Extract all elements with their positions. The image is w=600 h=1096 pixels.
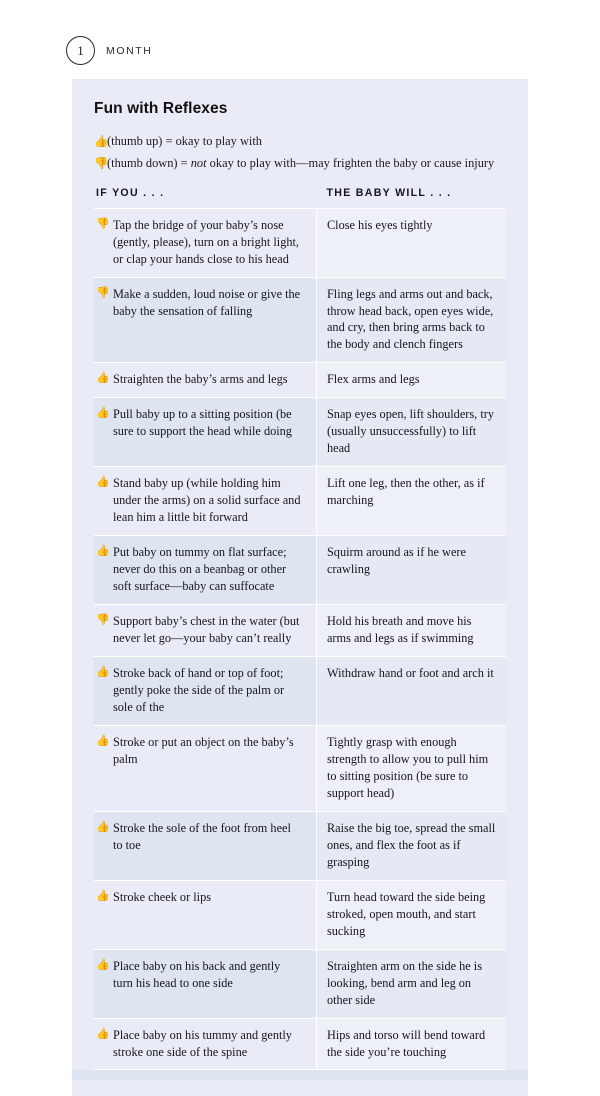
if-you-text: Pull baby up to a sitting position (be sure to support the head while doing xyxy=(113,407,292,439)
thumbs-down-icon: 👎 xyxy=(94,157,109,170)
if-you-text: Place baby on his back and gently turn his head to one side xyxy=(113,958,281,990)
cell-baby-will: Fling legs and arms out and back, throw head back, open eyes wide, and cry, then bring arms back to the body and clench fingers xyxy=(316,277,506,363)
if-you-text: Tap the bridge of your baby’s nose (gently, please), turn on a bright light, or clap your hands close to his head xyxy=(113,217,300,266)
cell-baby-will: Hold his breath and move his arms and legs as if swimming xyxy=(316,605,506,657)
if-you-text: Support baby’s chest in the water (but never let go—your baby can’t really xyxy=(113,614,300,646)
legend-text-down-before: (thumb down) = xyxy=(107,155,191,170)
cell-if-you xyxy=(94,949,316,1018)
if-you-text: Straighten the baby’s arms and legs xyxy=(113,372,288,387)
cell-baby-will: Straighten arm on the side he is looking, bend arm and leg on other side xyxy=(316,949,506,1018)
cell-baby-will: Squirm around as if he were crawling xyxy=(316,536,506,605)
thumbs-down-icon: 👎 xyxy=(96,614,110,627)
cell-if-you xyxy=(94,880,316,949)
cell-baby-will: Tightly grasp with enough strength to allow you to pull him to sitting position (be sure to support head) xyxy=(316,725,506,811)
thumbs-up-icon: 👍 xyxy=(96,476,110,489)
table-row xyxy=(94,605,506,657)
table-header-row xyxy=(94,187,506,209)
legend-row-thumbs-up xyxy=(94,132,506,152)
cell-baby-will: Raise the big toe, spread the small ones, and flex the foot as if grasping xyxy=(316,811,506,880)
table-row xyxy=(94,811,506,880)
legend-row-thumbs-down xyxy=(94,154,506,174)
cell-baby-will: Close his eyes tightly xyxy=(316,208,506,277)
thumbs-up-icon: 👍 xyxy=(96,734,110,747)
thumbs-up-icon: 👍 xyxy=(96,958,110,971)
legend xyxy=(94,132,506,174)
thumbs-up-icon: 👍 xyxy=(96,666,110,679)
thumbs-down-icon: 👎 xyxy=(96,286,110,299)
cell-if-you xyxy=(94,1018,316,1070)
table-row xyxy=(94,1018,506,1070)
panel-title: Fun with Reflexes xyxy=(94,100,228,117)
column-header-baby-will: THE BABY WILL . . . xyxy=(316,187,506,209)
page-header xyxy=(66,36,153,65)
table-row xyxy=(94,208,506,277)
thumbs-down-icon: 👎 xyxy=(96,217,110,230)
reflexes-panel xyxy=(72,79,528,1096)
month-label: MONTH xyxy=(106,44,153,57)
cell-if-you xyxy=(94,277,316,363)
table-row xyxy=(94,277,506,363)
thumbs-up-icon: 👍 xyxy=(96,372,110,385)
legend-text-down-after: okay to play with—may frighten the baby or cause injury xyxy=(206,155,495,170)
cell-baby-will: Withdraw hand or foot and arch it xyxy=(316,657,506,726)
thumbs-up-icon: 👍 xyxy=(94,136,109,148)
cell-baby-will: Hips and torso will bend toward the side you’re touching xyxy=(316,1018,506,1070)
cell-if-you xyxy=(94,657,316,726)
cell-if-you xyxy=(94,725,316,811)
table-row xyxy=(94,657,506,726)
thumbs-up-icon: 👍 xyxy=(96,407,110,420)
if-you-text: Place baby on his tummy and gently stroke one side of the spine xyxy=(113,1027,292,1059)
cell-if-you xyxy=(94,811,316,880)
cell-baby-will: Turn head toward the side being stroked, open mouth, and start sucking xyxy=(316,880,506,949)
panel-footer-space xyxy=(72,1070,528,1096)
thumbs-up-icon: 👍 xyxy=(96,545,110,558)
if-you-text: Stroke or put an object on the baby’s palm xyxy=(113,734,294,766)
table-row xyxy=(94,725,506,811)
cell-if-you xyxy=(94,536,316,605)
cell-if-you xyxy=(94,467,316,536)
thumbs-up-icon: 👍 xyxy=(96,820,110,833)
cell-baby-will: Lift one leg, then the other, as if marching xyxy=(316,467,506,536)
if-you-text: Stroke back of hand or top of foot; gently poke the side of the palm or sole of the xyxy=(113,666,285,714)
if-you-text: Stroke the sole of the foot from heel to toe xyxy=(113,820,291,852)
if-you-text: Stroke cheek or lips xyxy=(113,889,212,904)
legend-text-up: (thumb up) = okay to play with xyxy=(107,134,262,148)
table-row xyxy=(94,880,506,949)
panel-footer-bar xyxy=(72,1070,528,1080)
cell-if-you xyxy=(94,208,316,277)
if-you-text: Make a sudden, loud noise or give the baby the sensation of falling xyxy=(113,286,301,318)
cell-if-you xyxy=(94,363,316,398)
thumbs-up-icon: 👍 xyxy=(96,889,110,902)
table-body xyxy=(94,208,506,1070)
table-row xyxy=(94,363,506,398)
cell-baby-will: Flex arms and legs xyxy=(316,363,506,398)
table-row xyxy=(94,467,506,536)
table-row xyxy=(94,949,506,1018)
if-you-text: Stand baby up (while holding him under the arms) on a solid surface and lean him a little bit forward xyxy=(113,476,301,525)
cell-if-you xyxy=(94,605,316,657)
column-header-if-you: IF YOU . . . xyxy=(94,187,316,209)
legend-text-down-italic: not xyxy=(190,155,207,170)
reflexes-table xyxy=(94,187,506,1071)
table-row xyxy=(94,398,506,467)
cell-baby-will: Snap eyes open, lift shoulders, try (usually unsuccessfully) to lift head xyxy=(316,398,506,467)
if-you-text: Put baby on tummy on flat surface; never do this on a beanbag or other soft surface—baby can suffocate xyxy=(113,545,287,594)
month-number-badge: 1 xyxy=(66,36,95,65)
cell-if-you xyxy=(94,398,316,467)
thumbs-up-icon: 👍 xyxy=(96,1027,110,1040)
table-row xyxy=(94,536,506,605)
